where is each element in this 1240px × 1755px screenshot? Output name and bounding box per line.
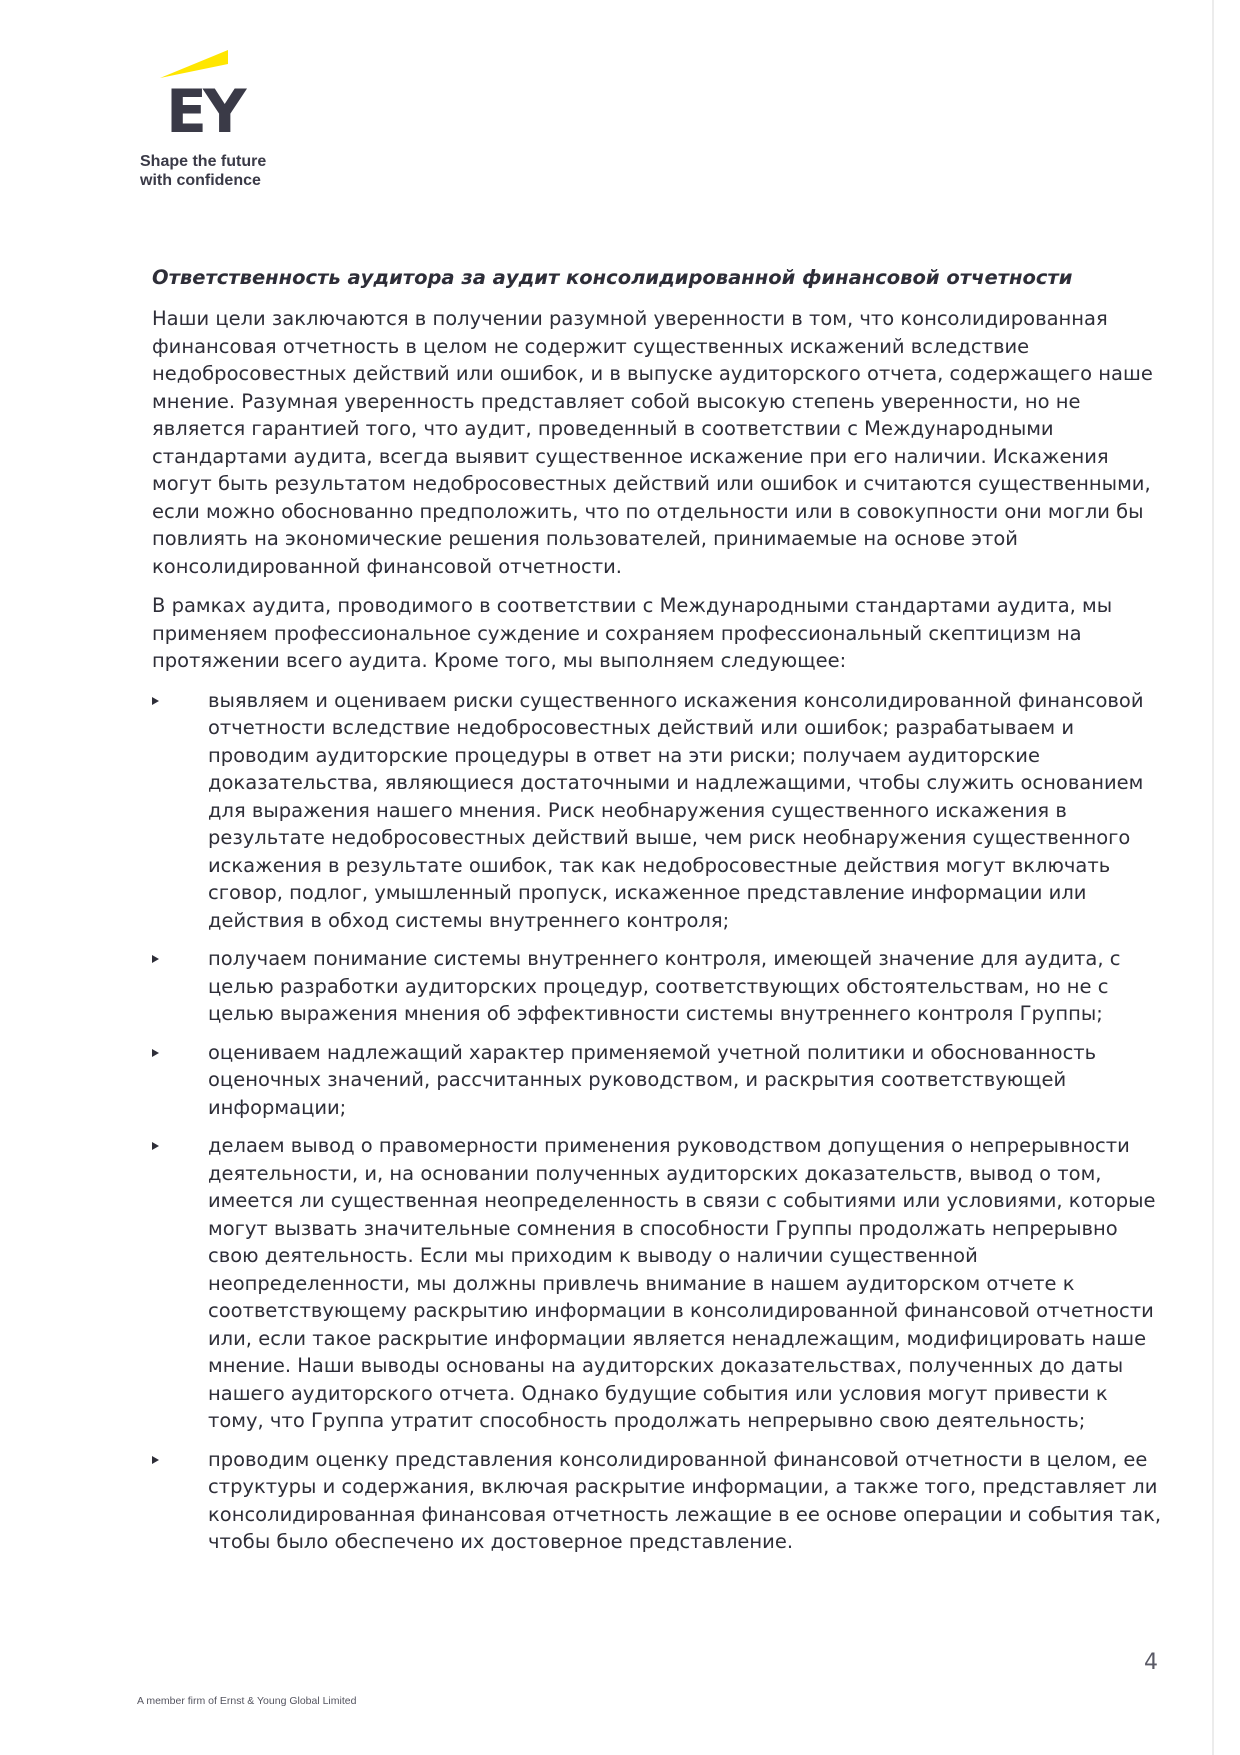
section-heading: Ответственность аудитора за аудит консолидированной финансовой отчетности bbox=[152, 266, 1073, 289]
tagline-line-1: Shape the future bbox=[140, 153, 267, 170]
ey-logo bbox=[138, 50, 278, 190]
logo-tagline bbox=[140, 152, 266, 190]
list-item-text: делаем вывод о правомерности применения руководством допущения о непрерывности деятельности, и, на основании полученных аудиторских доказательств, вывод о том, имеется ли существенная неопределенность в связи с событиями или условиями, которые могут вызвать значительные сомнения в способности Группы продолжать непрерывно свою деятельность. Если мы приходим к выводу о наличии существенной неопределенности, мы должны привлечь внимание в нашем аудиторском отчете к соответствующему раскрытию информации в консолидированной финансовой отчетности или, если такое раскрытие информации является ненадлежащим, модифицировать наше мнение. Наши выводы основаны на аудиторских доказательствах, полученных до даты нашего аудиторского отчета. Однако будущие события или условия могут привести к тому, что Группа утратит способность продолжать непрерывно свою деятельность; bbox=[208, 1134, 1156, 1432]
report-section bbox=[152, 264, 1162, 1567]
procedures-list bbox=[152, 687, 1162, 1556]
list-item bbox=[152, 1039, 1162, 1122]
list-item-text: оцениваем надлежащий характер применяемой учетной политики и обоснованность оценочных значений, рассчитанных руководством, и раскрытия соответствующей информации; bbox=[208, 1040, 1097, 1119]
list-item bbox=[152, 687, 1162, 935]
bullet-triangle-icon bbox=[152, 1142, 159, 1150]
list-item-text: выявляем и оцениваем риски существенного искажения консолидированной финансовой отчетности вследствие недобросовестных действий или ошибок; разрабатываем и проводим аудиторские процедуры в ответ на эти риски; получаем аудиторские доказательства, являющиеся достаточными и надлежащими, чтобы служить основанием для выражения нашего мнения. Риск необнаружения существенного искажения в результате недобросовестных действий выше, чем риск необнаружения существенного искажения в результате ошибок, так как недобросовестные действия могут включать сговор, подлог, умышленный пропуск, искаженное представление информации или действия в обход системы внутреннего контроля; bbox=[208, 688, 1144, 932]
page-number: 4 bbox=[1144, 1650, 1158, 1675]
tagline-line-2: with confidence bbox=[140, 172, 261, 189]
list-item-text: проводим оценку представления консолидированной финансовой отчетности в целом, ее структуры и содержания, включая раскрытие информации, а также того, представляет ли консолидированная финансовая отчетность лежащие в ее основе операции и события так, чтобы было обеспечено их достоверное представление. bbox=[208, 1447, 1162, 1553]
paragraph-audit-scope: В рамках аудита, проводимого в соответствии с Международными стандартами аудита, мы применяем профессиональное суждение и сохраняем профессиональный скептицизм на протяжении всего аудита. Кроме того, мы выполняем следующее: bbox=[152, 594, 1113, 672]
list-item bbox=[152, 1132, 1162, 1435]
scan-edge-line bbox=[1212, 0, 1214, 1755]
footer-note: A member firm of Ernst & Young Global Limited bbox=[137, 1695, 357, 1707]
bullet-triangle-icon bbox=[152, 955, 159, 963]
logo-letters: EY bbox=[166, 77, 243, 147]
list-item bbox=[152, 1446, 1162, 1556]
bullet-triangle-icon bbox=[152, 697, 159, 705]
list-item-text: получаем понимание системы внутреннего контроля, имеющей значение для аудита, с целью разработки аудиторских процедур, соответствующих обстоятельствам, но не с целью выражения мнения об эффективности системы внутреннего контроля Группы; bbox=[208, 947, 1121, 1025]
bullet-triangle-icon bbox=[152, 1049, 159, 1057]
paragraph-objectives: Наши цели заключаются в получении разумной уверенности в том, что консолидированная финансовая отчетность в целом не содержит существенных искажений вследствие недобросовестных действий или ошибок, и в выпуске аудиторского отчета, содержащего наше мнение. Разумная уверенность представляет собой высокую степень уверенности, но не является гарантией того, что аудит, проведенный в соответствии с Международными стандартами аудита, всегда выявит существенное искажение при его наличии. Искажения могут быть результатом недобросовестных действий или ошибок и считаются существенными, если можно обоснованно предположить, что по отдельности или в совокупности они могли бы повлиять на экономические решения пользователей, принимаемые на основе этой консолидированной финансовой отчетности. bbox=[152, 307, 1153, 578]
bullet-triangle-icon bbox=[152, 1456, 159, 1464]
list-item bbox=[152, 945, 1162, 1028]
